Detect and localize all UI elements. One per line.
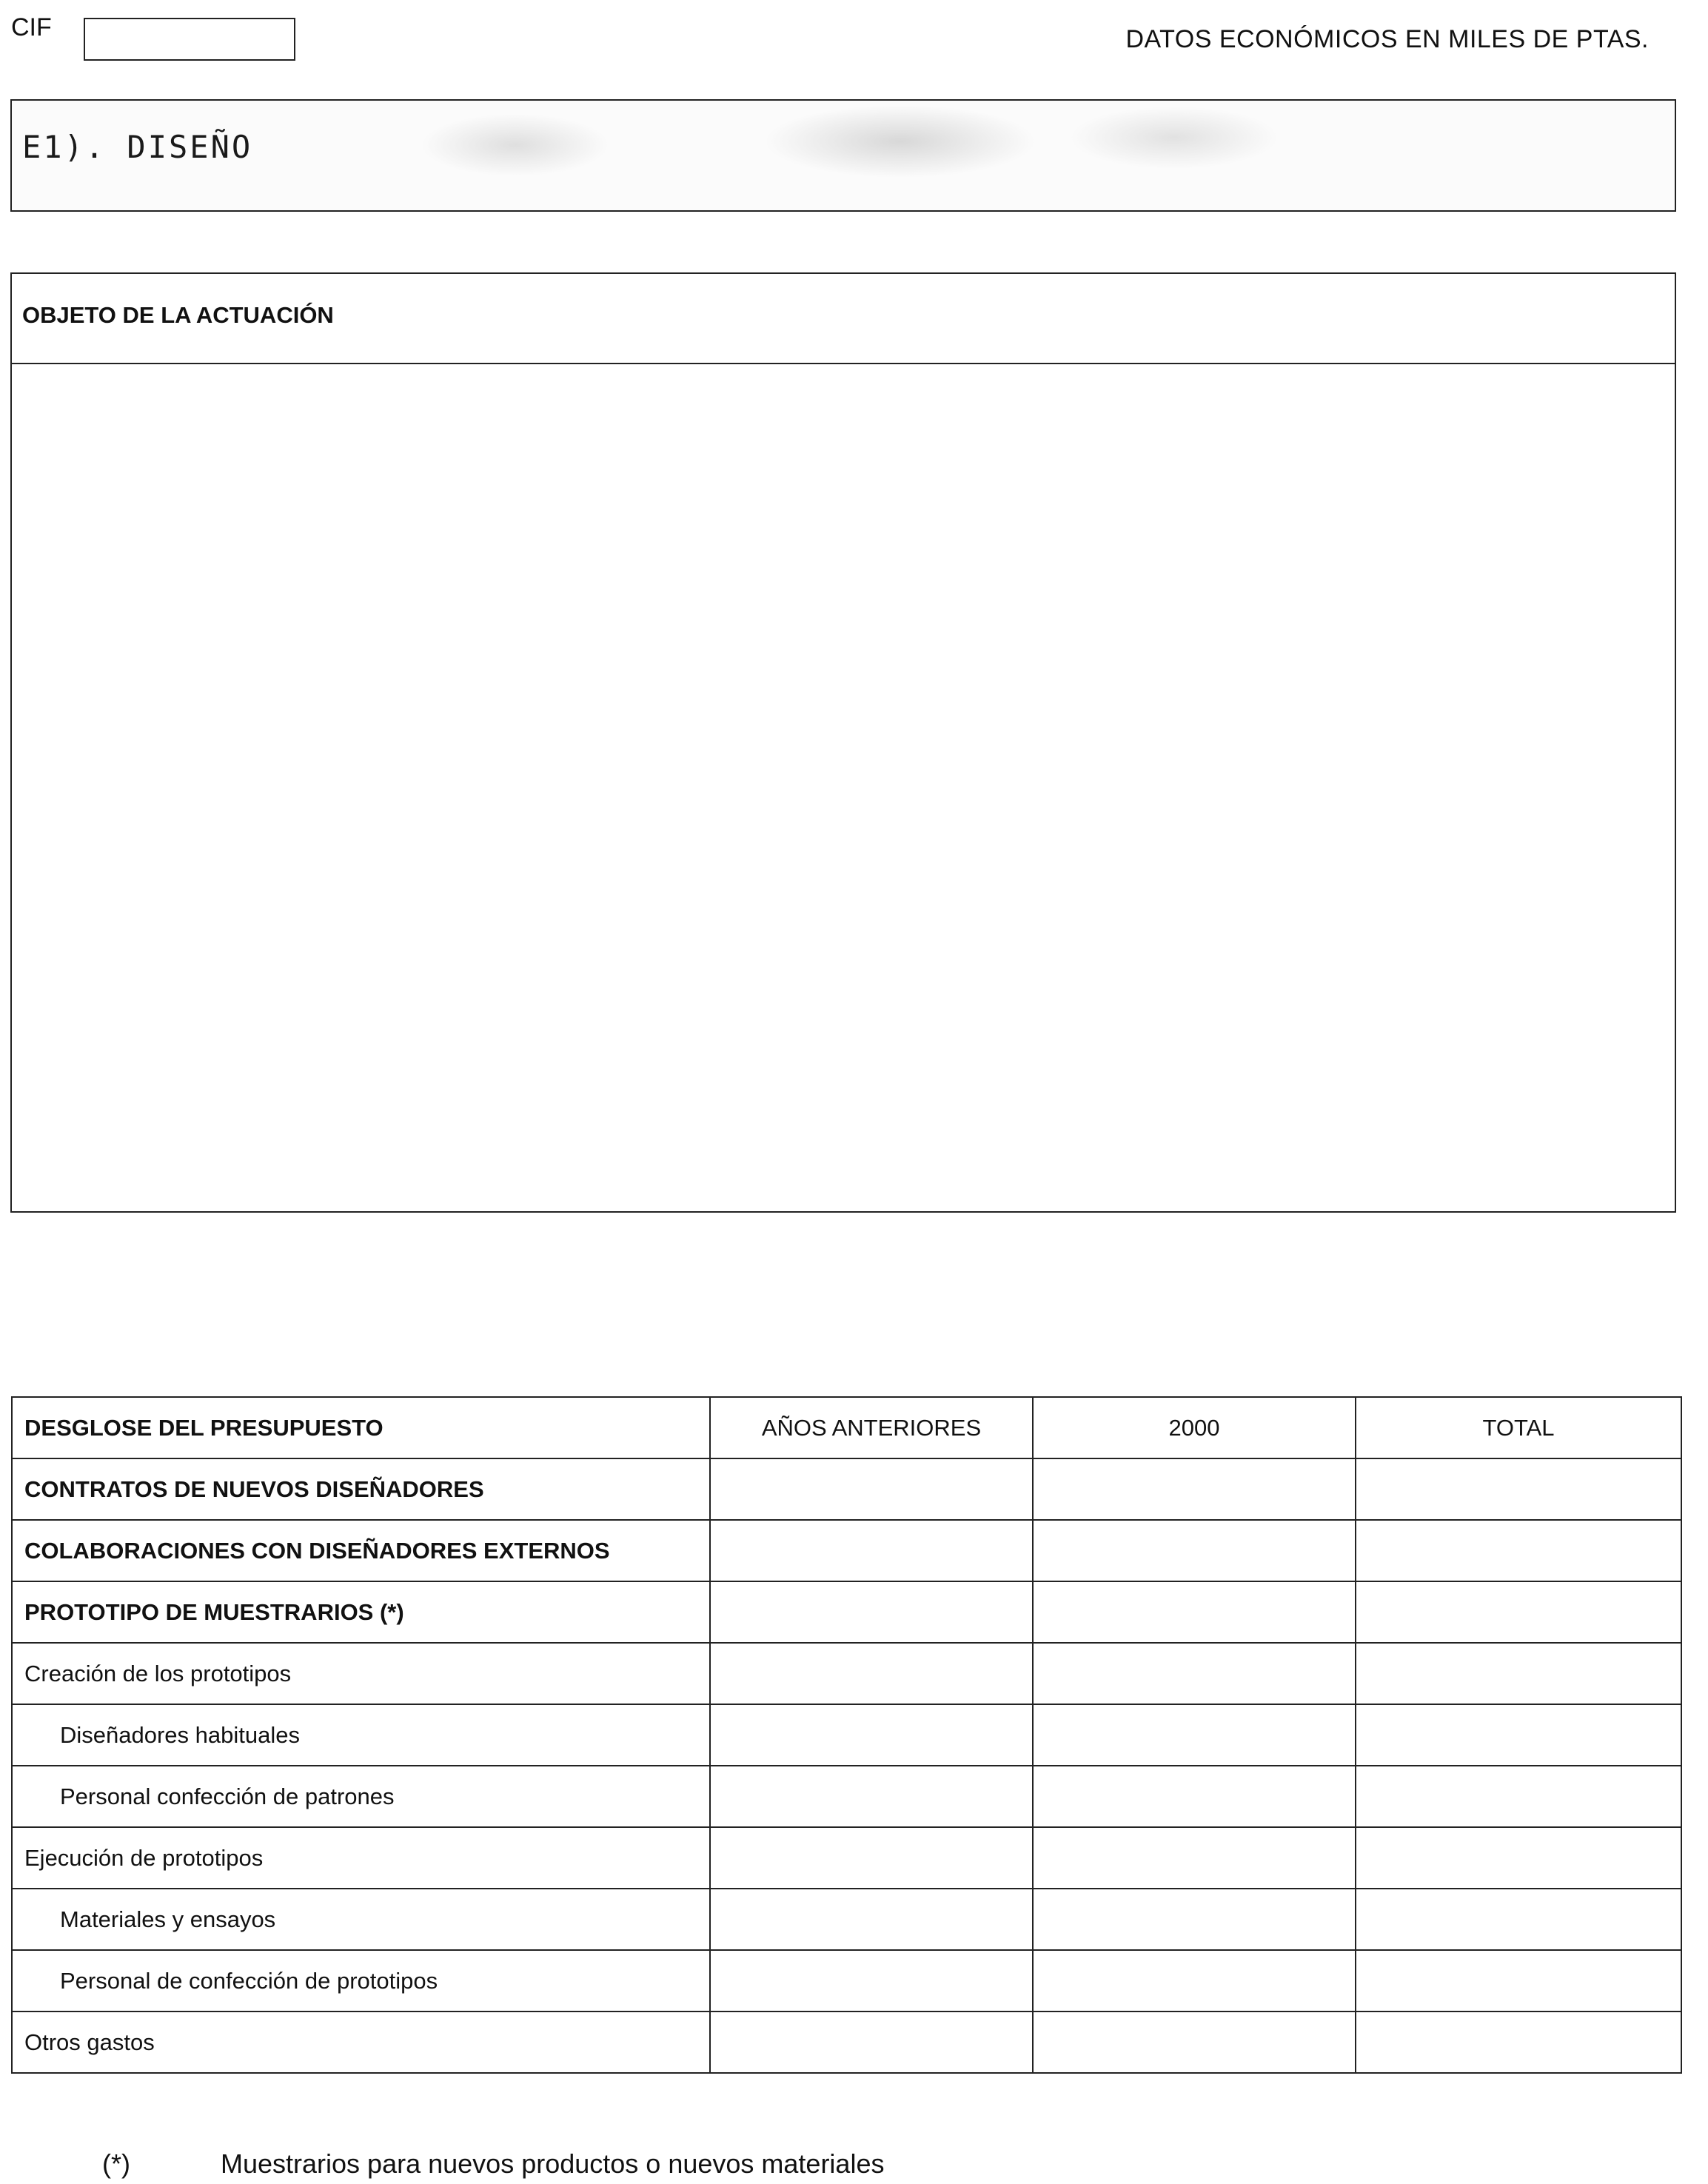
cell-previous-years[interactable] xyxy=(710,1950,1033,2012)
table-row xyxy=(12,1704,1681,1766)
header-previous-years: AÑOS ANTERIORES xyxy=(710,1397,1033,1458)
table-row xyxy=(12,1889,1681,1950)
cell-year-2000[interactable] xyxy=(1033,1766,1356,1827)
table-row xyxy=(12,1581,1681,1643)
cell-total[interactable] xyxy=(1356,1581,1681,1643)
table-row xyxy=(12,2012,1681,2073)
section-banner xyxy=(10,99,1676,212)
row-label: Otros gastos xyxy=(12,2012,710,2073)
row-label: COLABORACIONES CON DISEÑADORES EXTERNOS xyxy=(12,1520,710,1581)
row-label: Ejecución de prototipos xyxy=(12,1827,710,1889)
cell-previous-years[interactable] xyxy=(710,1704,1033,1766)
cell-year-2000[interactable] xyxy=(1033,1704,1356,1766)
cell-year-2000[interactable] xyxy=(1033,1520,1356,1581)
budget-header-row xyxy=(12,1397,1681,1458)
objective-label: OBJETO DE LA ACTUACIÓN xyxy=(22,302,334,328)
cell-total[interactable] xyxy=(1356,1889,1681,1950)
row-label: CONTRATOS DE NUEVOS DISEÑADORES xyxy=(12,1458,710,1520)
row-label: Creación de los prototipos xyxy=(12,1643,710,1704)
cell-previous-years[interactable] xyxy=(710,2012,1033,2073)
objective-header xyxy=(12,274,1675,364)
cell-total[interactable] xyxy=(1356,1643,1681,1704)
table-row xyxy=(12,1766,1681,1827)
cell-total[interactable] xyxy=(1356,1520,1681,1581)
budget-table xyxy=(11,1396,1682,2074)
economic-data-note: DATOS ECONÓMICOS EN MILES DE PTAS. xyxy=(1125,25,1649,53)
cell-previous-years[interactable] xyxy=(710,1581,1033,1643)
cell-year-2000[interactable] xyxy=(1033,1643,1356,1704)
cell-total[interactable] xyxy=(1356,1766,1681,1827)
cif-input-box[interactable] xyxy=(84,18,295,61)
cell-previous-years[interactable] xyxy=(710,1889,1033,1950)
row-label: PROTOTIPO DE MUESTRARIOS (*) xyxy=(12,1581,710,1643)
cell-previous-years[interactable] xyxy=(710,1458,1033,1520)
cell-previous-years[interactable] xyxy=(710,1827,1033,1889)
cell-previous-years[interactable] xyxy=(710,1643,1033,1704)
cell-year-2000[interactable] xyxy=(1033,2012,1356,2073)
cell-year-2000[interactable] xyxy=(1033,1458,1356,1520)
row-label: Personal de confección de prototipos xyxy=(12,1950,710,2012)
table-row xyxy=(12,1458,1681,1520)
objective-text-area[interactable] xyxy=(12,364,1675,1211)
objective-box xyxy=(10,272,1676,1213)
cell-total[interactable] xyxy=(1356,1704,1681,1766)
table-row xyxy=(12,1520,1681,1581)
cell-total[interactable] xyxy=(1356,1827,1681,1889)
row-label: Materiales y ensayos xyxy=(12,1889,710,1950)
row-label: Personal confección de patrones xyxy=(12,1766,710,1827)
cell-total[interactable] xyxy=(1356,1950,1681,2012)
table-row xyxy=(12,1643,1681,1704)
cell-previous-years[interactable] xyxy=(710,1520,1033,1581)
section-title: E1). DISEÑO xyxy=(22,129,253,165)
table-row xyxy=(12,1827,1681,1889)
header-year-2000: 2000 xyxy=(1033,1397,1356,1458)
cell-previous-years[interactable] xyxy=(710,1766,1033,1827)
cell-total[interactable] xyxy=(1356,1458,1681,1520)
cell-year-2000[interactable] xyxy=(1033,1889,1356,1950)
row-label: Diseñadores habituales xyxy=(12,1704,710,1766)
table-row xyxy=(12,1950,1681,2012)
footnote-text: Muestrarios para nuevos productos o nuevos materiales xyxy=(221,2148,885,2179)
cell-year-2000[interactable] xyxy=(1033,1950,1356,2012)
header-breakdown: DESGLOSE DEL PRESUPUESTO xyxy=(12,1397,710,1458)
cif-label: CIF xyxy=(11,13,52,41)
cell-year-2000[interactable] xyxy=(1033,1827,1356,1889)
cell-year-2000[interactable] xyxy=(1033,1581,1356,1643)
cell-total[interactable] xyxy=(1356,2012,1681,2073)
footnote-marker: (*) xyxy=(102,2148,130,2179)
header-total: TOTAL xyxy=(1356,1397,1681,1458)
